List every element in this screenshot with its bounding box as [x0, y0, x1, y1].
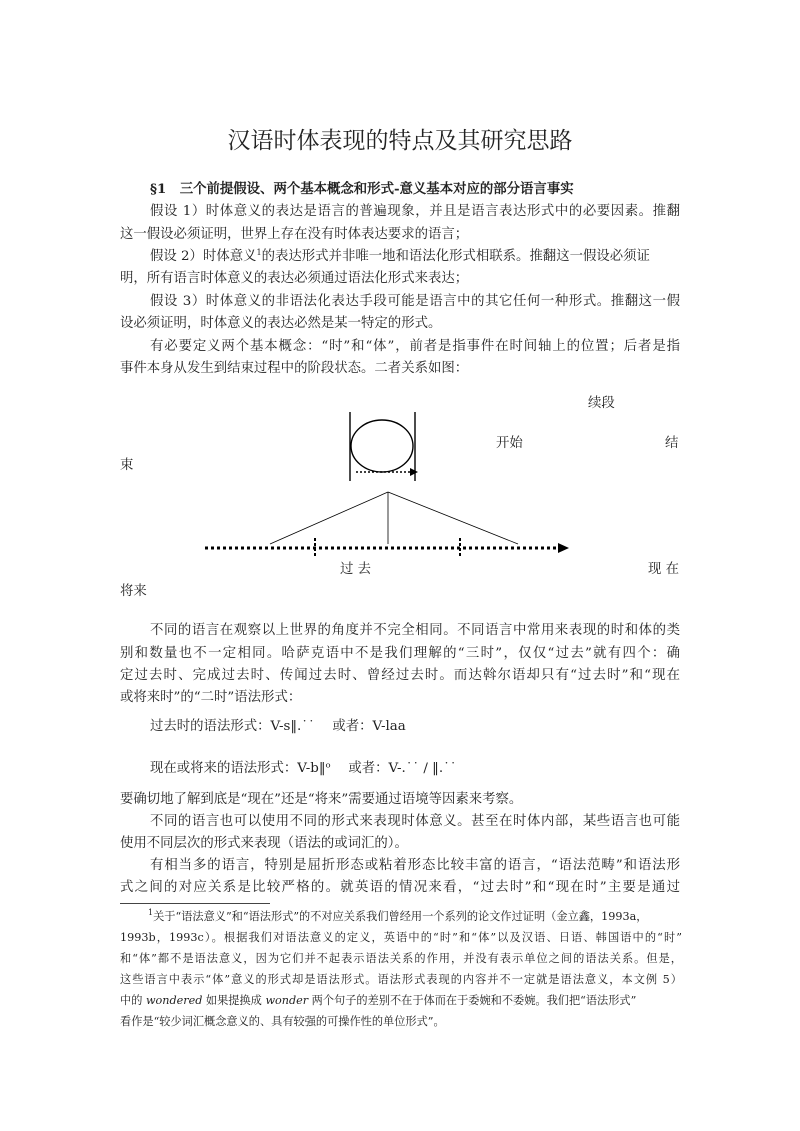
label-continue: 续段: [588, 396, 615, 411]
footnote-text-5b: 如果提换成: [202, 994, 266, 1007]
footnote-text-5a: 中的: [120, 994, 146, 1007]
footnote-marker: 1: [148, 908, 154, 917]
footnote-line-2: 1993b，1993c）。根据我们对语法意义的定义，英语中的“时”和“体”以及汉语、日语、韩国语中的“时”: [120, 931, 682, 944]
label-present: 现 在: [648, 562, 680, 577]
label-future: 将来: [120, 584, 147, 599]
concepts-line-1: 有必要定义两个基本概念：“时”和“体”，前者是指事件在时间轴上的位置；后者是指: [150, 339, 680, 354]
footnote-line-4: 这些语言中表示“体”意义的形式却是语法形式。语法形式表现的内容并不一定就是语法意义，本文例 5）: [120, 973, 682, 986]
projection-line-left: [270, 492, 388, 544]
footnote-reference[interactable]: 1: [256, 248, 262, 257]
hypothesis-1-line-2: 这一假设必须证明，世界上存在没有时体表达要求的语言；: [120, 227, 469, 242]
concepts-line-2: 事件本身从发生到结束过程中的阶段状态。二者关系如图：: [120, 361, 469, 376]
inflection-line-1: 有相当多的语言，特别是屈折形态或粘着形态比较丰富的语言，“语法范畴”和语法形: [150, 858, 680, 873]
languages-line-1: 不同的语言在观察以上世界的角度并不完全相同。不同语言中常用来表现的时和体的类: [150, 623, 680, 638]
hypothesis-1-line-1: 假设 1）时体意义的表达是语言的普遍现象，并且是语言表达形式中的必要因素。推翻: [150, 204, 680, 219]
footnote-text-5c: 两个句子的差别不在于体而在于委婉和不委婉。我们把“语法形式”: [308, 994, 637, 1007]
footnote-separator: [120, 903, 270, 904]
hypothesis-3-line-1: 假设 3）时体意义的非语法化表达手段可能是语言中的其它任何一种形式。推翻这一假: [150, 294, 680, 309]
section-heading: §1 三个前提假设、两个基本概念和形式-意义基本对应的部分语言事实: [150, 181, 574, 197]
nonpast-tense-form: 现在或将来的语法形式：V-b‖ᵒ 或者：V-.˙˙ / ‖.˙˙: [150, 761, 457, 776]
timeline-arrowhead: [558, 543, 569, 553]
inflection-line-2: 式之间的对应关系是比较严格的。就英语的情况来看，“过去时”和“现在时”主要是通过: [120, 880, 680, 895]
hypothesis-3-line-2: 设必须证明，时体意义的表达必然是某一特定的形式。: [120, 316, 442, 331]
page-title: 汉语时体表现的特点及其研究思路: [227, 128, 573, 154]
footnote-line-1: [148, 907, 647, 928]
event-arrowhead: [410, 468, 418, 476]
hypothesis-2-line-2: 明，所有语言时体意义的表达必须通过语法化形式来表达；: [120, 271, 469, 286]
forms-line-2: 使用不同层次的形式来表现（语法的或词汇的）。: [120, 836, 408, 851]
context-line: 要确切地了解到底是“现在”还是“将来”需要通过语境等因素来考察。: [120, 792, 523, 807]
label-past: 过 去: [340, 562, 372, 577]
footnote-line-5: [120, 991, 636, 1012]
languages-line-3: 定过去时、完成过去时、传闻过去时、曾经过去时。而达斡尔语却只有“过去时”和“现在: [120, 668, 680, 683]
footnote-line-6: 看作是“较少词汇概念意义的、具有较强的可操作性的单位形式”。: [120, 1015, 445, 1028]
label-start: 开始: [496, 436, 523, 451]
languages-line-4: 或将来时”的“二时”语法形式：: [120, 690, 302, 705]
forms-line-1: 不同的语言也可以使用不同的形式来表现时体意义。甚至在时体内部，某些语言也可能: [150, 814, 680, 829]
hypothesis-2-text-a: 假设 2）时体意义: [150, 249, 257, 264]
projection-line-right: [388, 492, 518, 544]
footnote-text-1: 关于“语法意义”和“语法形式”的不对应关系我们曾经用一个系列的论文作过证明（金立鑫，1993a，: [153, 910, 648, 923]
past-tense-form: 过去时的语法形式：V-s‖.˙˙ 或者：V-laa: [150, 719, 406, 734]
hypothesis-2-text-b: 的表达形式并非唯一地和语法化形式相联系。推翻这一假设必须证: [261, 249, 650, 264]
languages-line-2: 别和数量也不一定相同。哈萨克语中不是我们理解的“三时”，仅仅“过去”就有四个：确: [120, 646, 680, 661]
label-end-a: 结: [665, 436, 679, 451]
event-circle: [351, 420, 413, 472]
footnote-word-wonder: wonder: [265, 994, 309, 1007]
label-end-b: 束: [120, 458, 134, 473]
footnote-word-wondered: wondered: [145, 994, 203, 1007]
footnote-line-3: 和“体”都不是语法意义，因为它们并不起表示语法关系的作用，并没有表示单位之间的语法关系。但是，: [120, 952, 682, 965]
